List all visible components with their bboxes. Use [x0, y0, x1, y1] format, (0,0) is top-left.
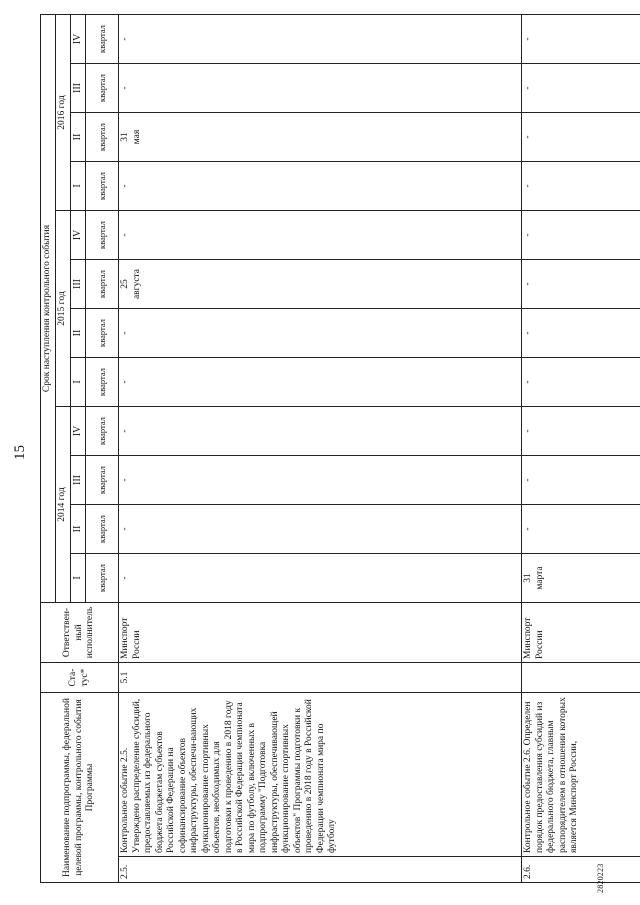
header-term: Срок наступления контрольного события [41, 15, 56, 603]
quarter-number: III [71, 260, 86, 309]
quarter-number: I [71, 554, 86, 603]
quarter-cell: - [522, 407, 640, 456]
deadline-day: 31 [120, 132, 130, 142]
quarter-label: квартал [86, 15, 119, 64]
quarter-label: квартал [86, 505, 119, 554]
status-cell [522, 663, 640, 693]
quarter-number: II [71, 309, 86, 358]
deadline-date-cell [119, 113, 522, 162]
control-events-table [40, 14, 640, 883]
quarter-number: IV [71, 407, 86, 456]
deadline-month: марта [534, 566, 545, 590]
document-id: 2820223 [596, 863, 605, 893]
quarter-label: квартал [86, 358, 119, 407]
quarter-label: квартал [86, 211, 119, 260]
deadline-month: мая [131, 129, 142, 145]
quarter-number: I [71, 358, 86, 407]
quarter-number: I [71, 162, 86, 211]
table-row [522, 15, 640, 883]
deadline-date-cell [522, 554, 640, 603]
deadline-day: 31 [523, 573, 533, 583]
quarter-number: III [71, 456, 86, 505]
quarter-number: III [71, 64, 86, 113]
event-description: Контрольное событие 2.6. Определен порядок предоставления субсидий из федерального бюджета, главным распорядителем в отношении которых является Минспорт России, [522, 693, 640, 857]
header-year-2014: 2014 год [56, 407, 71, 603]
header-name: Наименование подпрограммы, федеральной целевой программы, контрольного события Программы [41, 693, 119, 883]
quarter-label: квартал [86, 113, 119, 162]
quarter-cell: - [119, 211, 522, 260]
responsible-cell: Минспорт России [522, 603, 640, 663]
quarter-cell: - [522, 162, 640, 211]
event-description: Контрольное событие 2.5. Утверждено распределение субсидий, предоставляемых из федерального бюджета бюджетам субъектов Российской Федерации на софинансирование объектов инфраструктуры, обеспечи-вающих функционирование спортивных объектов, необходимых для подготовки к проведению в 2018 году в Российской Федерации чемпионата мира по футболу, включенных в подпрограмму "Подготовка инфраструктуры, обеспечивающей функционирование спортивных объектов" Программы подготовки к проведению в 2018 году в Российской Федерации чемпионата мира по футболу [119, 693, 522, 857]
header-responsible: Ответствен-ный исполнитель [41, 603, 119, 663]
quarter-cell: - [119, 15, 522, 64]
quarter-cell: - [522, 64, 640, 113]
quarter-cell: - [522, 505, 640, 554]
quarter-label: квартал [86, 456, 119, 505]
responsible-cell: Минспорт России [119, 603, 522, 663]
quarter-cell: - [119, 554, 522, 603]
quarter-cell: - [119, 407, 522, 456]
quarter-label: квартал [86, 162, 119, 211]
table-header [41, 15, 119, 883]
status-cell: 5.1 [119, 663, 522, 693]
deadline-date-cell [119, 260, 522, 309]
quarter-cell: - [119, 505, 522, 554]
quarter-cell: - [119, 358, 522, 407]
quarter-cell: - [119, 64, 522, 113]
quarter-label: квартал [86, 407, 119, 456]
header-status: Ста-тус* [41, 663, 119, 693]
quarter-label: квартал [86, 309, 119, 358]
quarter-number: II [71, 113, 86, 162]
header-year-2015: 2015 год [56, 211, 71, 407]
page-number: 15 [12, 445, 28, 460]
quarter-cell: - [522, 211, 640, 260]
quarter-label: квартал [86, 554, 119, 603]
table-body [119, 15, 640, 883]
quarter-cell: - [119, 456, 522, 505]
quarter-label: квартал [86, 260, 119, 309]
quarter-cell: - [522, 113, 640, 162]
quarter-cell: - [522, 15, 640, 64]
quarter-number: II [71, 505, 86, 554]
quarter-number: IV [71, 211, 86, 260]
row-number: 2.6. [522, 857, 640, 883]
quarter-cell: - [522, 358, 640, 407]
header-year-2016: 2016 год [56, 15, 71, 211]
row-number: 2.5. [119, 857, 522, 883]
quarter-cell: - [522, 260, 640, 309]
deadline-day: 25 [120, 279, 130, 289]
quarter-cell: - [119, 309, 522, 358]
quarter-number: IV [71, 15, 86, 64]
deadline-month: августа [131, 268, 142, 300]
quarter-cell: - [522, 456, 640, 505]
table-row [119, 15, 522, 883]
quarter-cell: - [522, 309, 640, 358]
quarter-cell: - [119, 162, 522, 211]
quarter-label: квартал [86, 64, 119, 113]
